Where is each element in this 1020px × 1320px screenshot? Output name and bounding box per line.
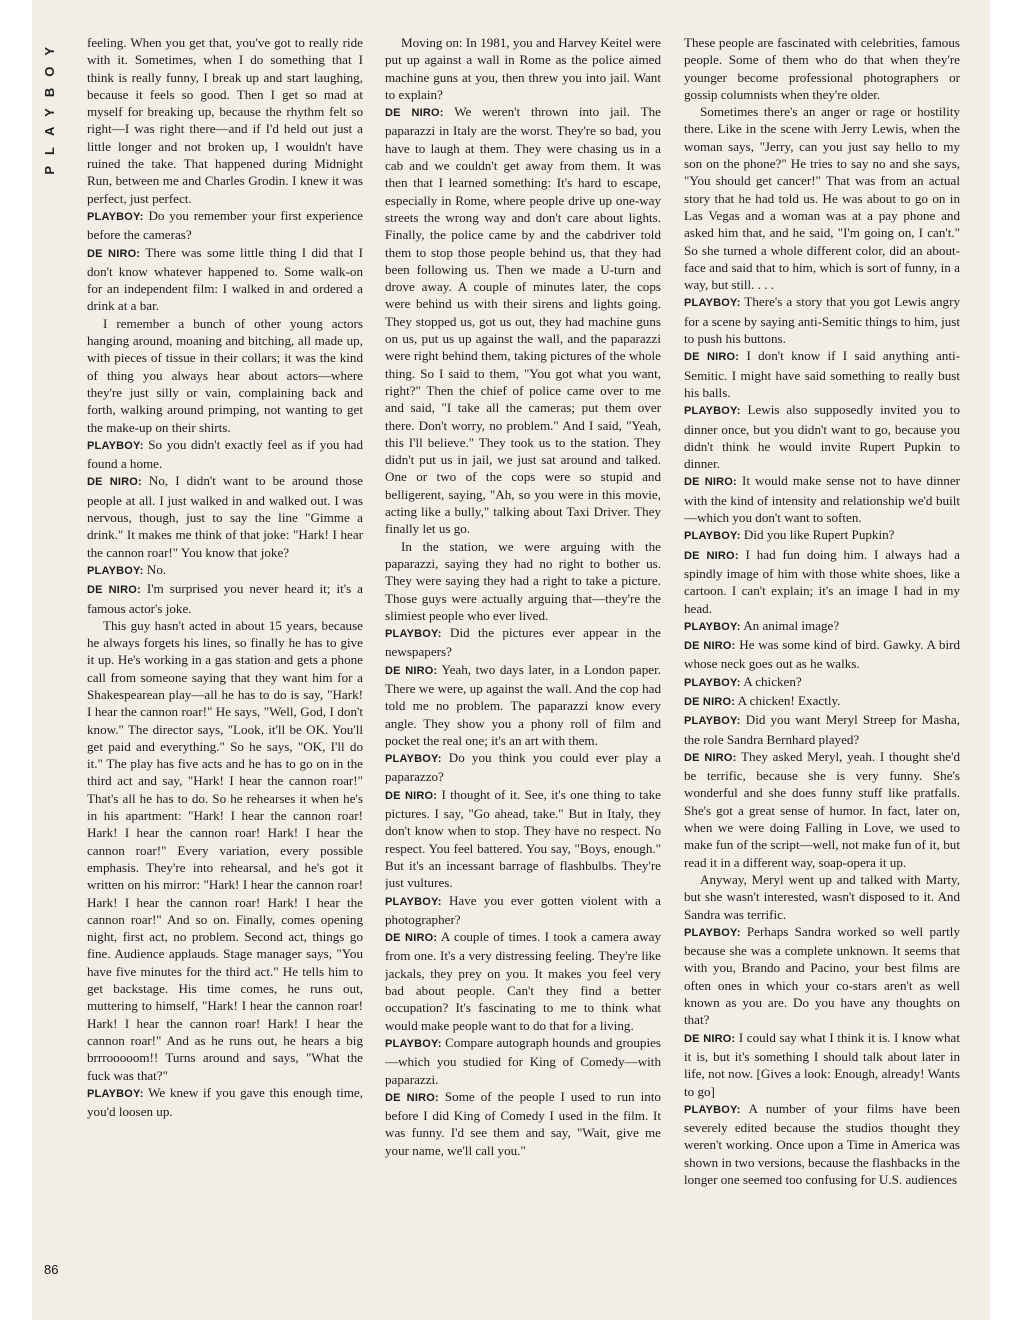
dialogue-text: An animal image?: [743, 617, 840, 633]
dialogue-text: I had fun doing him. I always had a spindly image of him with those white shoes, like a cartoon. I can't explain; it's an image I had in my head.: [684, 546, 960, 616]
speaker-label: DE NIRO:: [684, 751, 737, 764]
dialogue-text: A chicken! Exactly.: [737, 692, 841, 708]
speaker-label: DE NIRO:: [385, 107, 444, 120]
text-column-1: [87, 34, 363, 1274]
interviewer-question: [385, 892, 661, 929]
speaker-label: PLAYBOY:: [684, 1103, 741, 1116]
dialogue-text: No.: [146, 561, 167, 577]
interviewee-answer: [684, 546, 960, 617]
interviewee-answer: [684, 636, 960, 673]
dialogue-text: I could say what I think it is. I know what it is, but it's something I should talk about later in life, not now. [Gives a look: Enough, already! Wants to go]: [684, 1029, 960, 1099]
interviewer-question: [87, 207, 363, 244]
speaker-label: PLAYBOY:: [684, 620, 741, 633]
interviewee-answer: [684, 748, 960, 871]
speaker-label: PLAYBOY:: [385, 753, 442, 766]
body-paragraph: I remember a bunch of other young actors hanging around, moaning and bitching, all made up, with pieces of tissue in their collars; it was the kind of thing you always hear about actors—where they're just silly or vain, complaining back and forth, walking around primping, not wanting to get the make-up on their shirts.: [87, 315, 363, 435]
speaker-label: DE NIRO:: [684, 476, 737, 489]
speaker-label: PLAYBOY:: [684, 405, 741, 418]
speaker-label: PLAYBOY:: [87, 210, 144, 223]
speaker-label: PLAYBOY:: [684, 926, 741, 939]
dialogue-text: A chicken?: [743, 673, 802, 689]
speaker-label: DE NIRO:: [385, 932, 438, 945]
speaker-label: DE NIRO:: [87, 584, 141, 597]
dialogue-text: We weren't thrown into jail. The paparazzi in Italy are the worst. They're so bad, you have to laugh at them. They were chasing us in a cab and we couldn't get away from them. It was then that I learned something: It's hard to escape, especially in Rome, where people drive up one-way streets the wrong way and don't care about lights. Finally, the police came by and the cabdriver told them to stop those people behind us, that they had been following us. Then we made a U-turn and drove away. A couple of minutes later, the cops were behind us with their sirens and lights going. They stopped us, got us out, they had machine guns on us, put us up against the wall, and the paparazzi were right behind them, taking pictures of the whole thing. So I said to them, "You got what you want, right?" Then the chief of police came over to me and said, "I take all the cameras; put them over there. Don't worry, no problem." And I said, "Yeah, this I'll believe." They took us to the station. They didn't put us in jail, we just sat around and talked. One or two of the cops were so stupid and belligerent, saying, "Ah, so you were in this movie, acting like a bully," talking about Taxi Driver. They finally let us go.: [385, 104, 661, 537]
dialogue-text: A couple of times. I took a camera away from one. It's a very distressing feeling. They're like jackals, they prey on you. It makes you feel very bad about people. Can't they find a better occupation? It's fascinating to me to think what would make people want to do that for a living.: [385, 929, 661, 1033]
speaker-label: DE NIRO:: [385, 1091, 439, 1104]
dialogue-text: A number of your films have been severely edited because the studios thought they weren't working. Once upon a Time in America was shown in two versions, because the flashbacks in the longer one seemed too confusing for U.S. audiences: [684, 1100, 960, 1187]
dialogue-text: Do you remember your first experience before the cameras?: [87, 207, 363, 243]
dialogue-text: Did you want Meryl Streep for Masha, the role Sandra Bernhard played?: [684, 712, 960, 747]
speaker-label: PLAYBOY:: [87, 564, 144, 577]
speaker-label: PLAYBOY:: [87, 439, 144, 452]
interviewee-answer: [684, 347, 960, 401]
speaker-label: PLAYBOY:: [684, 676, 741, 689]
interviewer-question: [87, 436, 363, 473]
speaker-label: PLAYBOY:: [87, 1087, 144, 1100]
interviewer-question: [684, 401, 960, 472]
interviewer-question: [684, 617, 960, 636]
text-column-2: [385, 34, 661, 1274]
interviewer-question: [87, 561, 363, 580]
dialogue-text: Have you ever gotten violent with a photographer?: [385, 892, 661, 927]
continued-paragraph: These people are fascinated with celebrities, famous people. Some of them who do that when they're younger become professional photographers or gossip columnists when they're older.: [684, 35, 960, 102]
speaker-label: PLAYBOY:: [385, 895, 442, 908]
interviewee-answer: [385, 786, 661, 892]
dialogue-text: I don't know if I said anything anti-Semitic. I might have said something to really bust his balls.: [684, 348, 960, 400]
interviewer-question: [385, 749, 661, 786]
dialogue-text: Perhaps Sandra worked so well partly because she was a complete unknown. It seems that with you, Brando and Pacino, your best films are often ones in which your co-stars aren't as well known as you are. Do you have any thoughts on that?: [684, 923, 960, 1028]
interviewer-question: [385, 624, 661, 661]
speaker-label: DE NIRO:: [684, 351, 740, 364]
interviewer-question: [684, 923, 960, 1029]
interviewee-answer: [87, 580, 363, 617]
speaker-label: DE NIRO:: [87, 476, 142, 489]
speaker-label: DE NIRO:: [385, 789, 438, 802]
speaker-label: DE NIRO:: [684, 549, 739, 562]
continued-paragraph: feeling. When you get that, you've got to really ride with it. Sometimes, when I do something that I think is really funny, I break up and start laughing, because it feels so good. Then I get so mad at myself for breaking up, because the rhythm felt so right—I was right there—and if I'd held out just a little longer and not broken up, I wouldn't have ruined the take. That happened during Midnight Run, between me and Charles Grodin. I knew it was perfect, just perfect.: [87, 35, 363, 206]
dialogue-text: Some of the people I used to run into before I did King of Comedy I used in the film. It was funny. I'd see them and say, "Wait, give me your name, we'll call you.": [385, 1088, 661, 1158]
dialogue-text: Lewis also supposedly invited you to dinner once, but you didn't want to go, because you didn't think he would invite Rupert Pupkin to dinner.: [684, 402, 960, 472]
interviewee-answer: [684, 692, 960, 711]
dialogue-text: They asked Meryl, yeah. I thought she'd be terrific, because she is very funny. She's wonderful and she does funny stuff like pratfalls. She's got a great sense of humor. In fact, later on, when we were doing Falling in Love, we used to make fun of the script—well, not make fun of it, but read it in a different way, soap-opera it up.: [684, 748, 960, 870]
dialogue-text: So you didn't exactly feel as if you had found a home.: [87, 436, 363, 472]
dialogue-text: Did you like Rupert Pupkin?: [743, 527, 895, 543]
body-paragraph: Moving on: In 1981, you and Harvey Keitel were put up against a wall in Rome as the police aimed machine guns at you, then threw you into jail. Want to explain?: [385, 35, 661, 102]
interviewee-answer: [385, 928, 661, 1034]
interviewer-question: [684, 673, 960, 692]
speaker-label: DE NIRO:: [684, 640, 736, 653]
speaker-label: PLAYBOY:: [684, 297, 741, 310]
interviewee-answer: [87, 472, 363, 560]
dialogue-text: Did the pictures ever appear in the newspapers?: [385, 625, 661, 660]
magazine-page: [32, 0, 990, 1320]
body-paragraph: Sometimes there's an anger or rage or hostility there. Like in the scene with Jerry Lewis, when the woman says, "Jerry, can you just say hello to my son on the phone?" He tries to say no and she says, "You should get cancer!" That was from an actual story that he had told us. He was about to go on in Las Vegas and a woman was at a pay phone and asked him that, and he said, "I'm going on, I can't." So she turned a whole different color, did an about-face and said that to him, which is sort of funny, in a way, but still. . . .: [684, 104, 960, 293]
interviewer-question: [684, 711, 960, 748]
dialogue-text: I'm surprised you never heard it; it's a famous actor's joke.: [87, 581, 363, 616]
speaker-label: PLAYBOY:: [385, 1037, 442, 1050]
interviewer-question: [87, 1084, 363, 1121]
text-column-3: [684, 34, 960, 1274]
dialogue-text: I thought of it. See, it's one thing to take pictures. I say, "Go ahead, take." But in Italy, they don't know when to stop. They have no respect. No respect. You feel battered. You say, "Boys, enough." But it's an incessant barrage of flashbulbs. They're just vultures.: [385, 786, 661, 891]
dialogue-text: There's a story that you got Lewis angry for a scene by saying anti-Semitic things to him, just to push his buttons.: [684, 294, 960, 347]
speaker-label: DE NIRO:: [385, 664, 438, 677]
interviewee-answer: [684, 1029, 960, 1100]
magazine-logo-vertical: PLAYBOY: [42, 36, 57, 175]
interviewer-question: [385, 1034, 661, 1088]
speaker-label: DE NIRO:: [684, 1032, 736, 1045]
interviewee-answer: [385, 661, 661, 749]
dialogue-text: Do you think you could ever play a paparazzo?: [385, 750, 661, 785]
interviewee-answer: [87, 244, 363, 315]
speaker-label: DE NIRO:: [684, 695, 736, 708]
dialogue-text: Compare autograph hounds and groupies—which you studied for King of Comedy—with paparazzi.: [385, 1034, 661, 1087]
page-number: 86: [44, 1262, 59, 1277]
body-paragraph: This guy hasn't acted in about 15 years, because he always forgets his lines, so finally he has to give it up. He's working in a gas station and gets a phone call from someone saying that they want him for a Shakespearean play—all he has to do is say, "Hark! I hear the cannon roar!" He says, "Well, God, I don't know." The director says, "Look, it'll be OK. You'll get paid and everything." So he says, "OK, I'll do it." The play has five acts and he has to go on in the third act and say, "Hark! I hear the cannon roar!" That's all he has to do. So he rehearses it when he's in his apartment: "Hark! I hear the cannon roar! Hark! I hear the cannon roar! Hark! I hear the cannon roar!" Every variation, every possible emphasis. They're into rehearsal, and he's got it written on his mirror: "Hark! I hear the cannon roar! Hark! I hear the cannon roar! Hark! I hear the cannon roar!" And so on. Finally, comes opening night, first act, no problem. Second act, things go fine. Audience applauds. Stage manager says, "You have five minutes for the third act." He tells him to get backstage. His time comes, he runs out, muttering to himself, "Hark! I hear the cannon roar! Hark! I hear the cannon roar! Hark! I hear the cannon roar!" And as he runs out, he hears a big brrrooooom!! Turns around and says, "What the fuck was that?": [87, 617, 363, 1083]
dialogue-text: It would make sense not to have dinner with the kind of intensity and relationship we'd built—which you don't want to soften.: [684, 473, 960, 526]
dialogue-text: There was some little thing I did that I don't know whatever happened to. Some walk-on for an independent film: I walked in and ordered a drink at a bar.: [87, 244, 363, 314]
dialogue-text: No, I didn't want to be around those people at all. I just walked in and walked out. I was nervous, though, just to say the line "Gimme a drink." It makes me think of that joke: "Hark! I hear the cannon roar!" You know that joke?: [87, 473, 363, 560]
speaker-label: DE NIRO:: [87, 247, 141, 260]
body-paragraph: In the station, we were arguing with the paparazzi, saying they had no right to bother us. They were saying they had a right to take a picture. Those guys were actually arguing that—they're the slimiest people who ever lived.: [385, 538, 661, 623]
dialogue-text: We knew if you gave this enough time, you'd loosen up.: [87, 1084, 363, 1120]
interviewer-question: [684, 526, 960, 545]
interviewer-question: [684, 1100, 960, 1188]
speaker-label: PLAYBOY:: [684, 530, 741, 543]
speaker-label: PLAYBOY:: [684, 715, 741, 728]
body-paragraph: Anyway, Meryl went up and talked with Marty, but she wasn't interested, wasn't disposed to it. And Sandra was terrific.: [684, 871, 960, 922]
dialogue-text: Yeah, two days later, in a London paper. There we were, up against the wall. And the cop had told me no problem. The paparazzi know every angle. They show you a phony roll of film and pocket the real one; it's an art with them.: [385, 661, 661, 748]
interviewer-question: [684, 293, 960, 347]
interviewee-answer: [385, 1088, 661, 1159]
speaker-label: PLAYBOY:: [385, 628, 442, 641]
interviewee-answer: [684, 472, 960, 526]
dialogue-text: He was some kind of bird. Gawky. A bird whose neck goes out as he walks.: [684, 637, 960, 672]
interviewee-answer: [385, 103, 661, 537]
